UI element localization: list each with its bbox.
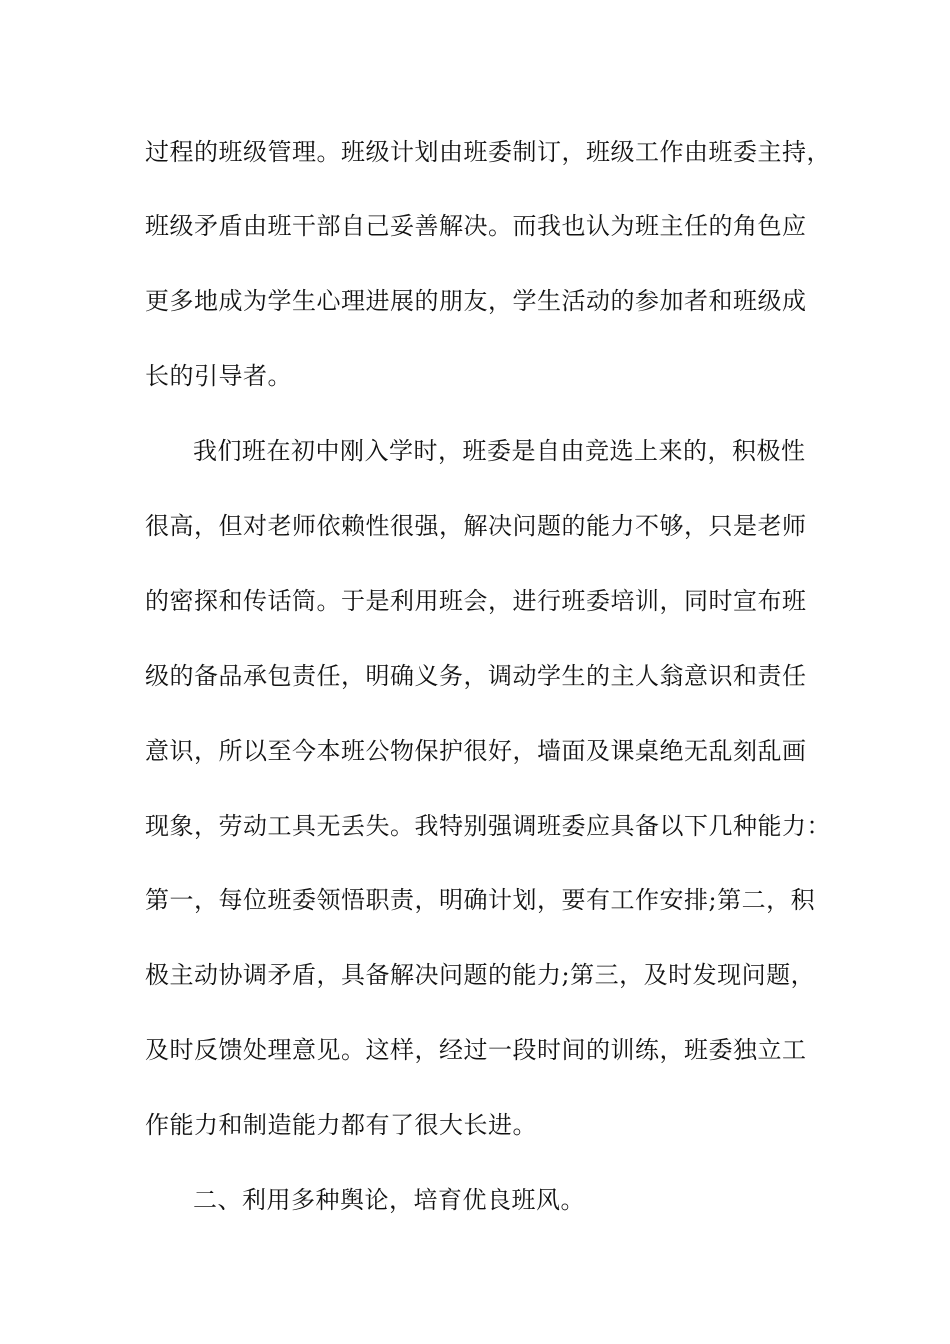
text-line: 班级矛盾由班干部自己妥善解决。而我也认为班主任的角色应 <box>145 212 807 240</box>
text-line: 极主动协调矛盾，具备解决问题的能力;第三，及时发现问题， <box>145 961 816 989</box>
text-line: 长的引导者。 <box>145 362 292 390</box>
text-line: 的密探和传话筒。于是利用班会，进行班委培训，同时宣布班 <box>145 587 807 615</box>
section-heading: 二、利用多种舆论，培育优良班风。 <box>193 1186 585 1214</box>
text-line: 第一，每位班委领悟职责，明确计划，要有工作安排;第二，积 <box>145 886 816 914</box>
text-line: 意识，所以至今本班公物保护很好，墙面及课桌绝无乱刻乱画 <box>145 737 807 765</box>
text-line: 过程的班级管理。班级计划由班委制订，班级工作由班委主持， <box>145 138 831 166</box>
paragraph-first-line: 我们班在初中刚入学时，班委是自由竞选上来的，积极性 <box>193 437 806 465</box>
text-line: 及时反馈处理意见。这样，经过一段时间的训练，班委独立工 <box>145 1036 807 1064</box>
text-line: 很高，但对老师依赖性很强，解决问题的能力不够，只是老师 <box>145 512 807 540</box>
text-line: 现象，劳动工具无丢失。我特别强调班委应具备以下几种能力： <box>145 812 831 840</box>
text-line: 级的备品承包责任，明确义务，调动学生的主人翁意识和责任 <box>145 662 807 690</box>
text-line: 作能力和制造能力都有了很大长进。 <box>145 1111 537 1139</box>
text-line: 更多地成为学生心理进展的朋友，学生活动的参加者和班级成 <box>145 287 807 315</box>
